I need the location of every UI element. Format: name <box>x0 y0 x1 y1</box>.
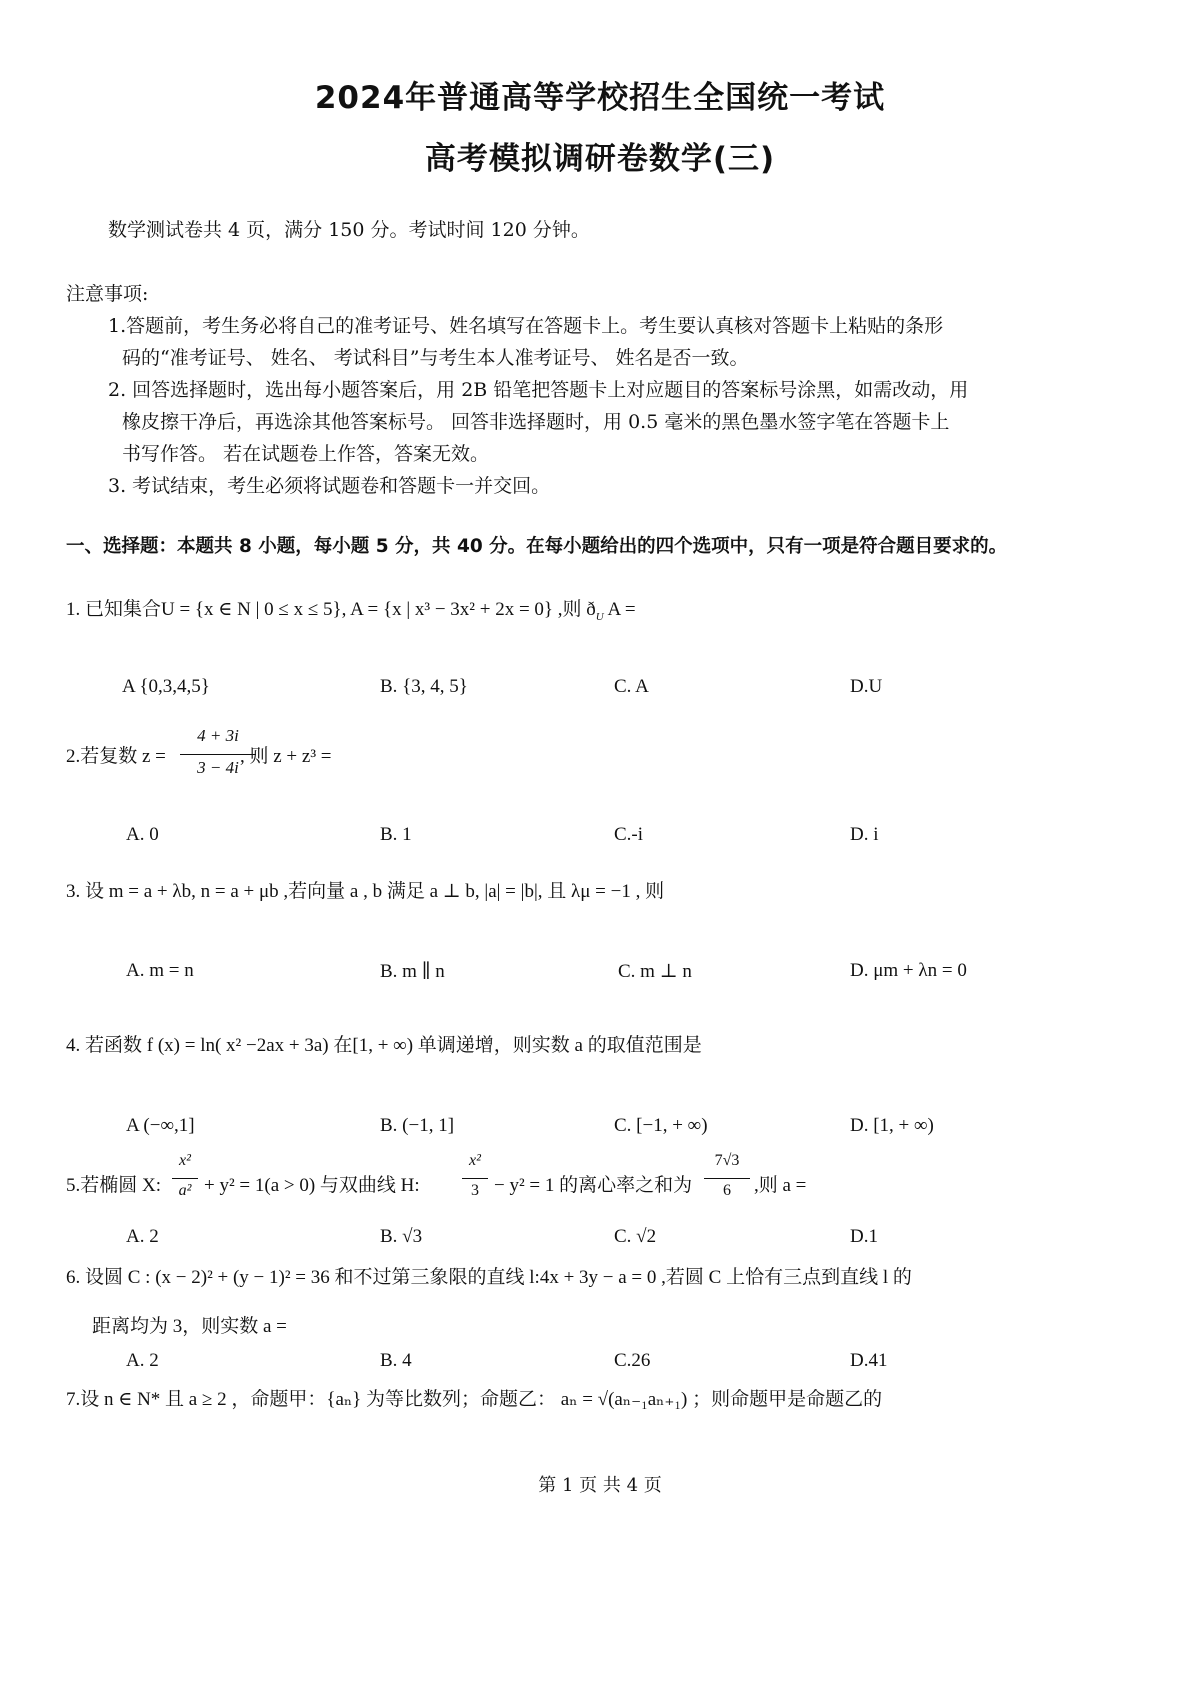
question-6-stem-line2: 距离均为 3，则实数 a = <box>92 1316 287 1337</box>
question-5-fraction-3-numerator: 7√3 <box>714 1152 740 1169</box>
notice-item: 书写作答。 若在试题卷上作答，答案无效。 <box>122 443 490 465</box>
question-5-option-c: C. √2 <box>614 1226 657 1247</box>
exam-title: 2024年普通高等学校招生全国统一考试 <box>314 80 886 116</box>
question-1-tail: A = <box>607 599 636 620</box>
question-3-option-b: B. m ∥ n <box>380 961 445 982</box>
notice-item: 码的“准考证号、 姓名、 考试科目”与考生本人准考证号、 姓名是否一致。 <box>122 347 749 369</box>
question-3-option-d: D. μm + λn = 0 <box>850 960 967 981</box>
question-5-stem-part-d: ,则 a = <box>754 1175 807 1196</box>
fraction-bar <box>462 1178 488 1179</box>
question-1-text: 1. 已知集合U = {x ∈ N | 0 ≤ x ≤ 5}, A = {x | x³ − 3x² + 2x = 0} ,则 ð <box>66 599 596 620</box>
notice-heading: 注意事项: <box>66 283 149 305</box>
question-5-fraction-2-denominator: 3 <box>471 1182 479 1199</box>
fraction-bar <box>704 1178 750 1179</box>
question-3-option-c: C. m ⊥ n <box>618 961 692 982</box>
question-6-option-c: C.26 <box>614 1350 651 1371</box>
intro-text: 数学测试卷共 4 页，满分 150 分。考试时间 120 分钟。 <box>108 219 590 241</box>
question-1-stem <box>66 594 636 623</box>
page-number: 第 1 页 共 4 页 <box>538 1475 662 1496</box>
question-1-subscript: U <box>595 610 604 623</box>
fraction-bar <box>172 1178 198 1179</box>
question-5-fraction-1-denominator: a² <box>178 1182 192 1199</box>
question-1-option-a: A {0,3,4,5} <box>122 676 210 697</box>
notice-item: 1.答题前，考生务必将自己的准考证号、姓名填写在答题卡上。考生要认真核对答题卡上粘贴的条形 <box>108 315 944 337</box>
question-4-option-d: D. [1, + ∞) <box>850 1115 934 1136</box>
question-1-option-c: C. A <box>614 676 649 697</box>
exam-subtitle: 高考模拟调研卷数学(三) <box>424 141 776 177</box>
question-5-fraction-2-numerator: x² <box>469 1152 481 1169</box>
question-1-option-b: B. {3, 4, 5} <box>380 676 468 697</box>
question-5-stem-part-a: 5.若椭圆 X: <box>66 1175 162 1196</box>
question-5-stem-part-b: + y² = 1(a > 0) 与双曲线 H: <box>204 1175 420 1196</box>
question-5-fraction-3-denominator: 6 <box>723 1182 731 1199</box>
question-2-stem-suffix: , 则 z + z³ = <box>240 746 332 767</box>
question-4-option-a: A (−∞,1] <box>126 1115 195 1136</box>
notice-item: 橡皮擦干净后，再选涂其他答案标号。 回答非选择题时，用 0.5 毫米的黑色墨水签字笔在答题卡上 <box>122 411 950 433</box>
question-5-option-d: D.1 <box>850 1226 878 1247</box>
question-4-option-c: C. [−1, + ∞) <box>614 1115 708 1136</box>
question-6-stem: 6. 设圆 C : (x − 2)² + (y − 1)² = 36 和不过第三象限的直线 l:4x + 3y − a = 0 ,若圆 C 上恰有三点到直线 l 的 <box>66 1267 912 1288</box>
question-6-option-d: D.41 <box>850 1350 888 1371</box>
question-5-stem-part-c: − y² = 1 的离心率之和为 <box>494 1175 693 1196</box>
question-2-option-a: A. 0 <box>126 824 159 845</box>
section-heading: 一、选择题：本题共 8 小题，每小题 5 分，共 40 分。在每小题给出的四个选项中，只有一项是符合题目要求的。 <box>66 536 1008 557</box>
question-2-option-c: C.-i <box>614 824 644 845</box>
question-2-stem-prefix: 2.若复数 z = <box>66 746 166 767</box>
question-7-stem: 7.设 n ∈ N* 且 a ≥ 2 ，命题甲：{aₙ} 为等比数列；命题乙： aₙ = √(aₙ₋₁aₙ₊₁) ；则命题甲是命题乙的 <box>66 1389 883 1410</box>
question-6-option-a: A. 2 <box>126 1350 159 1371</box>
question-2-fraction-denominator: 3 − 4i <box>197 758 239 777</box>
notice-item: 3. 考试结束，考生必须将试题卷和答题卡一并交回。 <box>108 475 551 497</box>
question-5-fraction-1-numerator: x² <box>179 1152 191 1169</box>
question-6-option-b: B. 4 <box>380 1350 412 1371</box>
question-2-option-b: B. 1 <box>380 824 412 845</box>
question-4-stem: 4. 若函数 f (x) = ln( x² −2ax + 3a) 在[1, + ∞) 单调递增，则实数 a 的取值范围是 <box>66 1035 702 1056</box>
question-4-option-b: B. (−1, 1] <box>380 1115 455 1136</box>
question-3-option-a: A. m = n <box>126 960 194 981</box>
question-5-option-b: B. √3 <box>380 1226 423 1247</box>
question-5-option-a: A. 2 <box>126 1226 159 1247</box>
notice-item: 2. 回答选择题时，选出每小题答案后，用 2B 铅笔把答题卡上对应题目的答案标号涂黑，如需改动，用 <box>108 379 969 401</box>
question-1-option-d: D.U <box>850 676 883 697</box>
question-3-stem: 3. 设 m = a + λb, n = a + μb ,若向量 a , b 满足 a ⊥ b, |a| = |b|, 且 λμ = −1 , 则 <box>66 881 665 902</box>
question-2-option-d: D. i <box>850 824 879 845</box>
question-2-fraction-numerator: 4 + 3i <box>197 726 239 745</box>
